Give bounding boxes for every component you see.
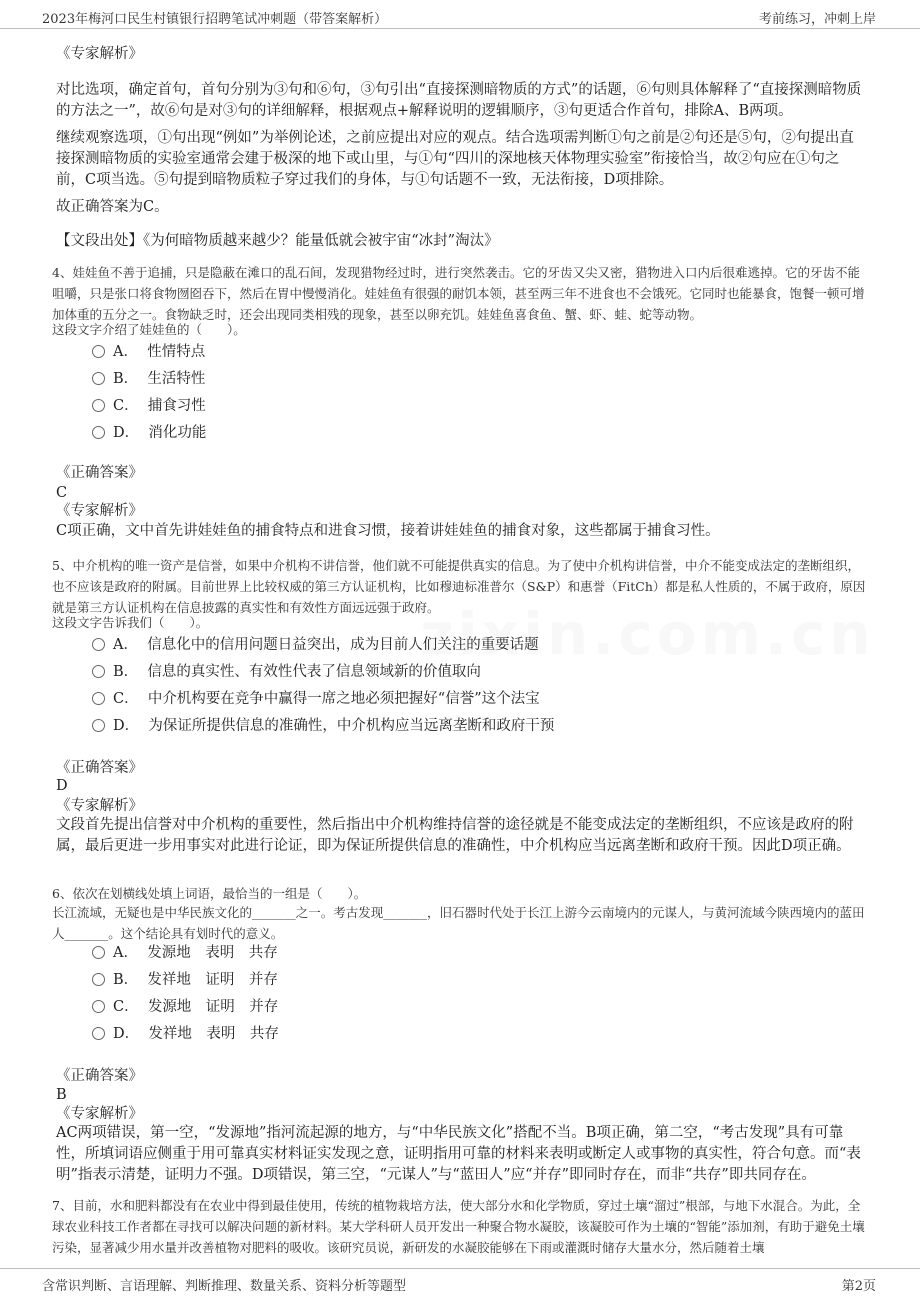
question-5-option-c[interactable]: C． 中介机构要在竞争中赢得一席之地必须把握好“信誉”这个法宝	[92, 688, 540, 710]
question-6-option-b[interactable]: B． 发祥地 证明 并存	[92, 969, 278, 991]
question-5-answer: D	[56, 778, 68, 794]
question-4-option-a[interactable]: A． 性情特点	[92, 341, 205, 363]
page-footer	[0, 1268, 920, 1303]
question-4-option-d[interactable]: D． 消化功能	[92, 422, 206, 444]
analysis-paragraph-1: 对比选项，确定首句，首句分别为③句和⑥句，③句引出“直接探测暗物质的方式”的话题，⑥句则具体解释了“直接探测暗物质的方法之一”，故⑥句是对③句的详细解释，根据观点+解释说明的逻辑顺序，③句更适合作首句，排除A、B两项。	[56, 82, 862, 119]
question-4-stem: 4、娃娃鱼不善于追捕，只是隐蔽在滩口的乱石间，发现猎物经过时，进行突然袭击。它的牙齿又尖又密，猎物进入口内后很难逃掉。它的牙齿不能咀嚼，只是张口将食物囫囵吞下，然后在胃中慢慢消化。娃娃鱼有很强的耐饥本领，甚至两三年不进食也不会饿死。它同时也能暴食，饱餐一顿可增加体重的五分之一。食物缺乏时，还会出现同类相残的现象，甚至以卵充饥。娃娃鱼喜食鱼、蟹、虾、蛙、蛇等动物。	[52, 265, 865, 322]
question-6-explanation: AC两项错误，第一空，“发源地”指河流起源的地方，与“中华民族文化”搭配不当。B项正确，第二空，“考古发现”具有可靠性，所填词语应侧重于用可靠真实材料证实发现之意，证明指用可靠的材料来表明或断定人或事物的真实性，符合句意。而“表明”指表示清楚，证明力不强。D项错误，第三空，“元谋人”与“蓝田人”应“并存”即同时存在，而非“共存”即共同存在。	[56, 1125, 861, 1183]
question-4-option-c[interactable]: C． 捕食习性	[92, 395, 206, 417]
radio-icon[interactable]	[92, 973, 105, 986]
question-6-option-d[interactable]: D． 发祥地 表明 共存	[92, 1023, 279, 1045]
radio-icon[interactable]	[92, 665, 105, 678]
radio-icon[interactable]	[92, 399, 105, 412]
question-6-expert-label: 《专家解析》	[56, 1106, 143, 1122]
question-4-expert-label: 《专家解析》	[56, 503, 143, 519]
question-6-answer: B	[56, 1087, 67, 1103]
radio-icon[interactable]	[92, 692, 105, 705]
radio-icon[interactable]	[92, 946, 105, 959]
question-6-option-c[interactable]: C． 发源地 证明 并存	[92, 996, 278, 1018]
page-number: 第2页	[841, 1279, 876, 1294]
question-7-stem: 7、目前，水和肥料都没有在农业中得到最佳使用，传统的植物栽培方法，使大部分水和化学物质，穿过土壤“溜过”根部，与地下水混合。为此，全球农业科技工作者都在寻找可以解决问题的新材料。某大学科研人员开发出一种聚合物水凝胶，该凝胶可作为土壤的“智能”添加剂，有助于避免土壤污染，显著减少用水量并改善植物对肥料的吸收。该研究员说，新研发的水凝胶能够在下雨或灌溉时储存大量水分，然后随着土壤	[52, 1198, 865, 1255]
question-5-option-a[interactable]: A． 信息化中的信用问题日益突出，成为目前人们关注的重要话题	[92, 634, 539, 656]
footer-note: 含常识判断、言语理解、判断推理、数量关系、资料分析等题型	[42, 1279, 407, 1294]
question-6-option-a[interactable]: A． 发源地 表明 共存	[92, 942, 278, 964]
expert-label: 《专家解析》	[56, 46, 143, 62]
radio-icon[interactable]	[92, 719, 105, 732]
radio-icon[interactable]	[92, 426, 105, 439]
header-slogan: 考前练习，冲刺上岸	[758, 12, 876, 27]
page-header	[0, 0, 920, 29]
watermark: zixin.com.cn	[420, 600, 875, 668]
question-5-option-d[interactable]: D． 为保证所提供信息的准确性，中介机构应当远离垄断和政府干预	[92, 715, 554, 737]
question-4-ask: 这段文字介绍了娃娃鱼的（ ）。	[52, 322, 246, 337]
analysis-paragraph-2: 继续观察选项，①句出现“例如”为举例论述，之前应提出对应的观点。结合选项需判断①句之前是②句还是⑤句，②句提出直接探测暗物质的实验室通常会建于极深的地下或山里，与①句“四川的深地核天体物理实验室”衔接恰当，故②句应在①句之前，C项当选。⑤句提到暗物质粒子穿过我们的身体，与①句话题不一致，无法衔接，D项排除。	[56, 130, 854, 188]
radio-icon[interactable]	[92, 1027, 105, 1040]
question-6-answer-label: 《正确答案》	[56, 1068, 143, 1084]
question-4-answer-label: 《正确答案》	[56, 465, 143, 481]
analysis-conclusion: 故正确答案为C。	[56, 199, 169, 215]
question-5-explanation: 文段首先提出信誉对中介机构的重要性，然后指出中介机构维持信誉的途径就是不能变成法定的垄断组织，不应该是政府的附属，最后更进一步用事实对此进行论证，即为保证所提供信息的准确性，中介机构应当远离垄断和政府干预。因此D项正确。	[56, 817, 854, 854]
question-4-option-b[interactable]: B． 生活特性	[92, 368, 205, 390]
question-4-answer: C	[56, 485, 68, 501]
question-5-answer-label: 《正确答案》	[56, 760, 143, 776]
radio-icon[interactable]	[92, 1000, 105, 1013]
question-5-stem: 5、中介机构的唯一资产是信誉，如果中介机构不讲信誉，他们就不可能提供真实的信息。为了使中介机构讲信誉，中介不能变成法定的垄断组织，也不应该是政府的附属。目前世界上比较权威的第三方认证机构，比如穆迪标准普尔（S&P）和惠誉（FitCh）都是私人性质的，不属于政府，原因就是第三方认证机构在信息披露的真实性和有效性方面远远强于政府。	[52, 558, 866, 615]
header-title: 2023年梅河口民生村镇银行招聘笔试冲刺题（带答案解析）	[42, 12, 388, 27]
question-5-option-b[interactable]: B． 信息的真实性、有效性代表了信息领域新的价值取向	[92, 661, 481, 683]
question-6-passage: 长江流域，无疑也是中华民族文化的_______之一。考古发现_______，旧石器时代处于长江上游今云南境内的元谋人，与黄河流域今陕西境内的蓝田人_______。这个结论具有划时代的意义。	[52, 905, 865, 941]
question-5-expert-label: 《专家解析》	[56, 798, 143, 814]
radio-icon[interactable]	[92, 372, 105, 385]
question-4-explanation: C项正确，文中首先讲娃娃鱼的捕食特点和进食习惯，接着讲娃娃鱼的捕食对象，这些都属于捕食习性。	[56, 523, 720, 539]
question-5-ask: 这段文字告诉我们（ ）。	[52, 615, 209, 630]
radio-icon[interactable]	[92, 345, 105, 358]
question-6-stem: 6、依次在划横线处填上词语，最恰当的一组是（ ）。	[52, 886, 367, 901]
source-citation: 【文段出处】《为何暗物质越来越少？能量低就会被宇宙“冰封”淘汰》	[56, 233, 499, 249]
radio-icon[interactable]	[92, 638, 105, 651]
